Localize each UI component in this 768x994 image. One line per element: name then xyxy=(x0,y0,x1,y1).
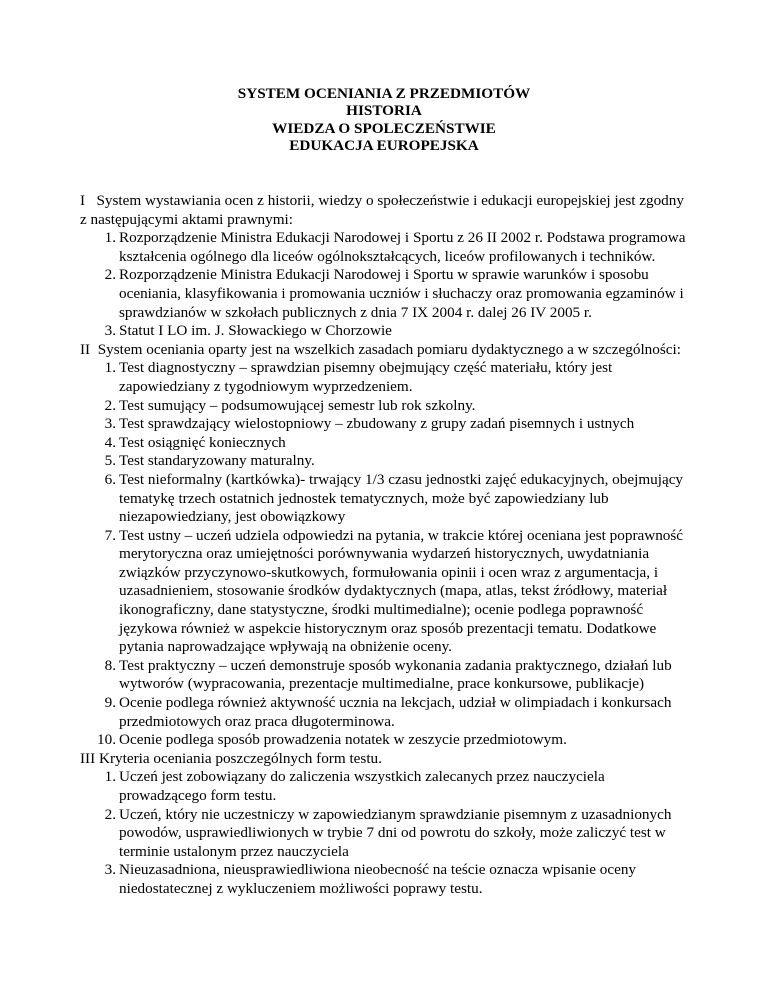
list-text: Ocenie podlega sposób prowadzenia notatek w zeszycie przedmiotowym. xyxy=(119,731,567,749)
list-text: Test diagnostyczny – sprawdzian pisemny obejmujący część materiału, który jest zapowiedziany z tygodniowym wyprzedzeniem. xyxy=(119,359,613,395)
list-number: 3. xyxy=(104,322,116,340)
title-line-1: SYSTEM OCENIANIA Z PRZEDMIOTÓW xyxy=(237,85,531,102)
list-number: 3. xyxy=(104,415,116,433)
list-number: 4. xyxy=(104,433,116,451)
list-item xyxy=(80,359,690,396)
section-text: System oceniania oparty jest na wszelkich zasadach pomiaru dydaktycznego a w szczególności: xyxy=(97,340,681,358)
section-text: Kryteria oceniania poszczególnych form testu. xyxy=(98,749,382,767)
list-number: 2. xyxy=(104,396,116,414)
list-item xyxy=(80,731,690,750)
title-line-3: WIEDZA O SPOLECZEŃSTWIE xyxy=(272,119,496,137)
title-line-4: EDUKACJA EUROPEJSKA xyxy=(289,137,479,155)
list-item xyxy=(80,861,690,898)
section-heading xyxy=(80,750,690,769)
list-number: 7. xyxy=(104,526,116,544)
list-number: 1. xyxy=(104,229,116,247)
list-number: 1. xyxy=(104,768,116,786)
list-item xyxy=(80,657,690,694)
list-number: 10. xyxy=(97,731,116,749)
section-3 xyxy=(80,750,690,899)
document-body xyxy=(80,192,690,899)
list-text: Test nieformalny (kartkówka)- trwający 1/3 czasu jednostki zajęć edukacyjnych, obejmujący tematykę trzech ostatnich jednostek tematycznych, może być zapowiedziany lub niezapowiedziany, jest obowiązkowy xyxy=(119,470,684,526)
list-number: 2. xyxy=(104,805,116,823)
list-text: Rozporządzenie Ministra Edukacji Narodowej i Sportu z 26 II 2002 r. Podstawa programowa kształcenia ogólnego dla liceów ogólnokształcących, liceów profilowanych i techników. xyxy=(119,229,686,265)
list-text: Rozporządzenie Ministra Edukacji Narodowej i Sportu w sprawie warunków i sposobu oceniania, klasyfikowania i promowania uczniów i słuchaczy oraz promowania egzaminów i sprawdzianów w szkołach publicznych z dnia 7 IX 2004 r. dalej 26 IV 2005 r. xyxy=(119,266,684,321)
list-item xyxy=(80,397,690,416)
list-number: 3. xyxy=(104,861,116,879)
list-item xyxy=(80,806,690,862)
list-text: Uczeń, który nie uczestniczy w zapowiedzianym sprawdzianie pisemnym z uzasadnionych powodów, usprawiedliwionych w trybie 7 dni od powrotu do szkoły, może zaliczyć test w terminie ustalonym przez nauczyciela xyxy=(119,805,672,860)
section-number: I xyxy=(80,192,86,209)
list-item xyxy=(80,434,690,453)
list-text: Test osiągnięć koniecznych xyxy=(119,433,286,451)
section-2 xyxy=(80,341,690,750)
section-number: III xyxy=(80,749,96,767)
list-text: Uczeń jest zobowiązany do zaliczenia wszystkich zalecanych przez nauczyciela prowadzącego form testu. xyxy=(119,768,605,804)
list-text: Ocenie podlega również aktywność ucznia na lekcjach, udział w olimpiadach i konkursach przedmiotowych oraz praca długoterminowa. xyxy=(119,694,672,730)
list-number: 1. xyxy=(104,359,116,377)
list-item xyxy=(80,266,690,322)
list-item xyxy=(80,527,690,657)
list-text: Nieuzasadniona, nieusprawiedliwiona nieobecność na teście oznacza wpisanie oceny niedostatecznej z wykluczeniem możliwości poprawy testu. xyxy=(119,861,637,897)
list-text: Test sprawdzający wielostopniowy – zbudowany z grupy zadań pisemnych i ustnych xyxy=(119,415,635,433)
list-item xyxy=(80,694,690,731)
section-text: System wystawiania ocen z historii, wiedzy o społeczeństwie i edukacji europejskiej jest zgodny z następującymi aktami prawnymi: xyxy=(80,192,684,228)
section-heading xyxy=(80,192,690,229)
list-text: Test praktyczny – uczeń demonstruje sposób wykonania zadania praktycznego, działań lub wytworów (wypracowania, prezentacje multimedialne, prace konkursowe, publikacje) xyxy=(119,656,672,693)
title-line-2: HISTORIA xyxy=(346,102,422,120)
list-text: Statut I LO im. J. Słowackiego w Chorzowie xyxy=(119,322,392,340)
section-number: II xyxy=(80,340,91,358)
list-number: 2. xyxy=(104,266,116,284)
list-text: Test sumujący – podsumowującej semestr lub rok szkolny. xyxy=(119,396,476,414)
list-number: 9. xyxy=(104,694,116,712)
list-text: Test ustny – uczeń udziela odpowiedzi na pytania, w trakcie której oceniana jest poprawność merytoryczna oraz umiejętności porównywania wydarzeń historycznych, uwydatniania związków przyczynowo-skutkowych, formułowania opinii i ocen wraz z argumentacja, i uzasadnieniem, stosowanie środków dydaktycznych (mapa, atlas, tekst źródłowy, materiał ikonograficzny, dane statystyczne, środki multimedialne); ocenie podlega poprawność językowa również w aspekcie historycznym oraz sposób prezentacji tematu. Dodatkowe pytania naprowadzające wpływają na obniżenie oceny. xyxy=(119,526,684,656)
list-text: Test standaryzowany maturalny. xyxy=(119,452,315,470)
section-1 xyxy=(80,192,690,341)
list-number: 8. xyxy=(104,656,116,674)
list-item xyxy=(80,452,690,471)
list-number: 6. xyxy=(104,470,116,488)
section-heading xyxy=(80,341,690,360)
list-number: 5. xyxy=(104,452,116,470)
document-title xyxy=(0,85,768,155)
list-item xyxy=(80,768,690,805)
list-item xyxy=(80,415,690,434)
list-item xyxy=(80,322,690,341)
list-item xyxy=(80,471,690,527)
list-item xyxy=(80,229,690,266)
